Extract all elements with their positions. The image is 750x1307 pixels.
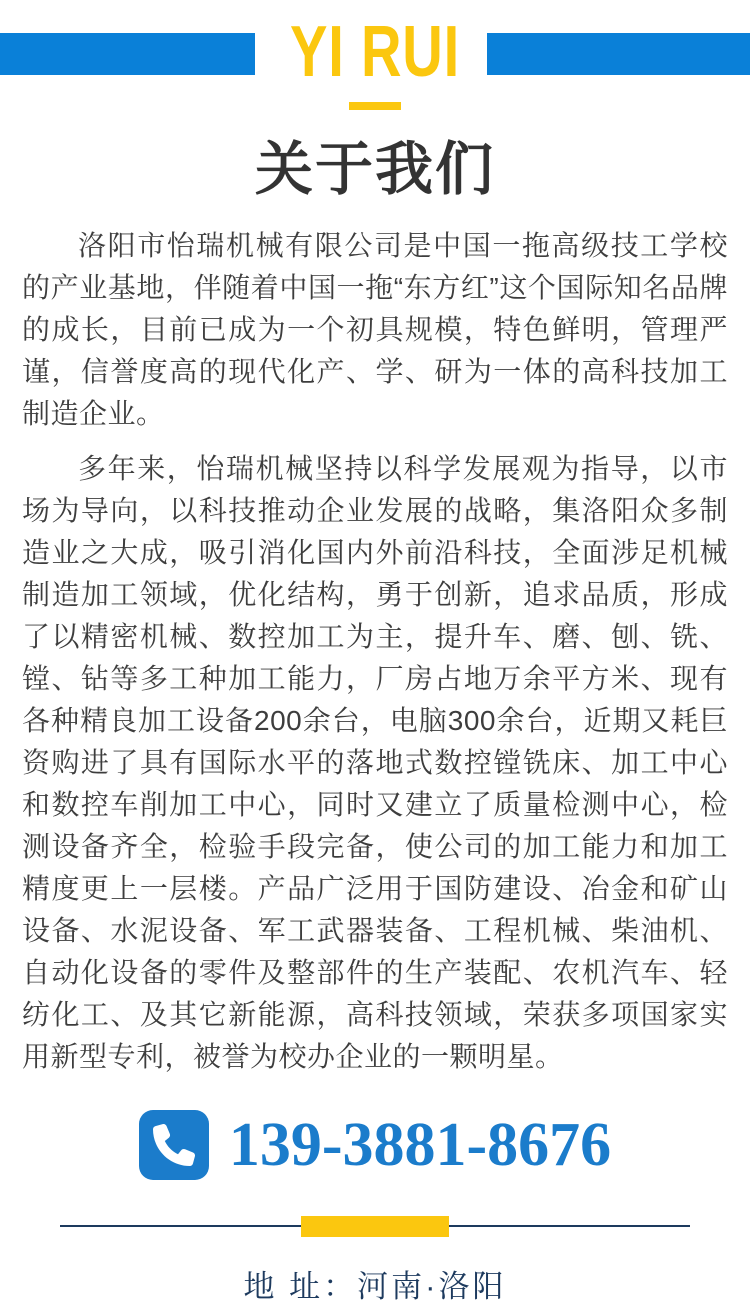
brand-logo-text: YI RUI [289,12,461,92]
about-paragraph-1: 洛阳市怡瑞机械有限公司是中国一拖高级技工学校的产业基地，伴随着中国一拖“东方红”这个国际知名品牌的成长，目前已成为一个初具规模，特色鲜明，管理严谨，信誉度高的现代化产、学、研为一体的高科技加工制造企业。 [22,230,728,429]
brand-header [0,0,750,112]
section-divider [60,1216,690,1237]
address-text: 地 址：河南·洛阳 [243,1269,507,1304]
phone-icon [139,1110,209,1180]
logo-underline [349,102,401,110]
about-paragraph-2: 多年来，怡瑞机械坚持以科学发展观为指导，以市场为导向，以科技推动企业发展的战略，集洛阳众多制造业之大成，吸引消化国内外前沿科技，全面涉足机械制造加工领域，优化结构，勇于创新，追求品质，形成了以精密机械、数控加工为主，提升车、磨、刨、铣、镗、钻等多工种加工能力，厂房占地万余平方米、现有各种精良加工设备200余台，电脑300余台，近期又耗巨资购进了具有国际水平的落地式数控镗铣床、加工中心和数控车削加工中心，同时又建立了质量检测中心，检测设备齐全，检验手段完备，使公司的加工能力和加工精度更上一层楼。产品广泛用于国防建设、冶金和矿山设备、水泥设备、军工武器装备、工程机械、柴油机、自动化设备的零件及整部件的生产装配、农机汽车、轻纺化工、及其它新能源，高科技领域，荣获多项国家实用新型专利，被誉为校办企业的一颗明星。 [22,453,728,1072]
phone-contact [0,1110,750,1180]
phone-number: 139-3881-8676 [228,1111,612,1179]
page-title: 关于我们 [254,137,495,202]
divider-accent-bar [301,1216,449,1237]
about-section [22,225,728,1078]
